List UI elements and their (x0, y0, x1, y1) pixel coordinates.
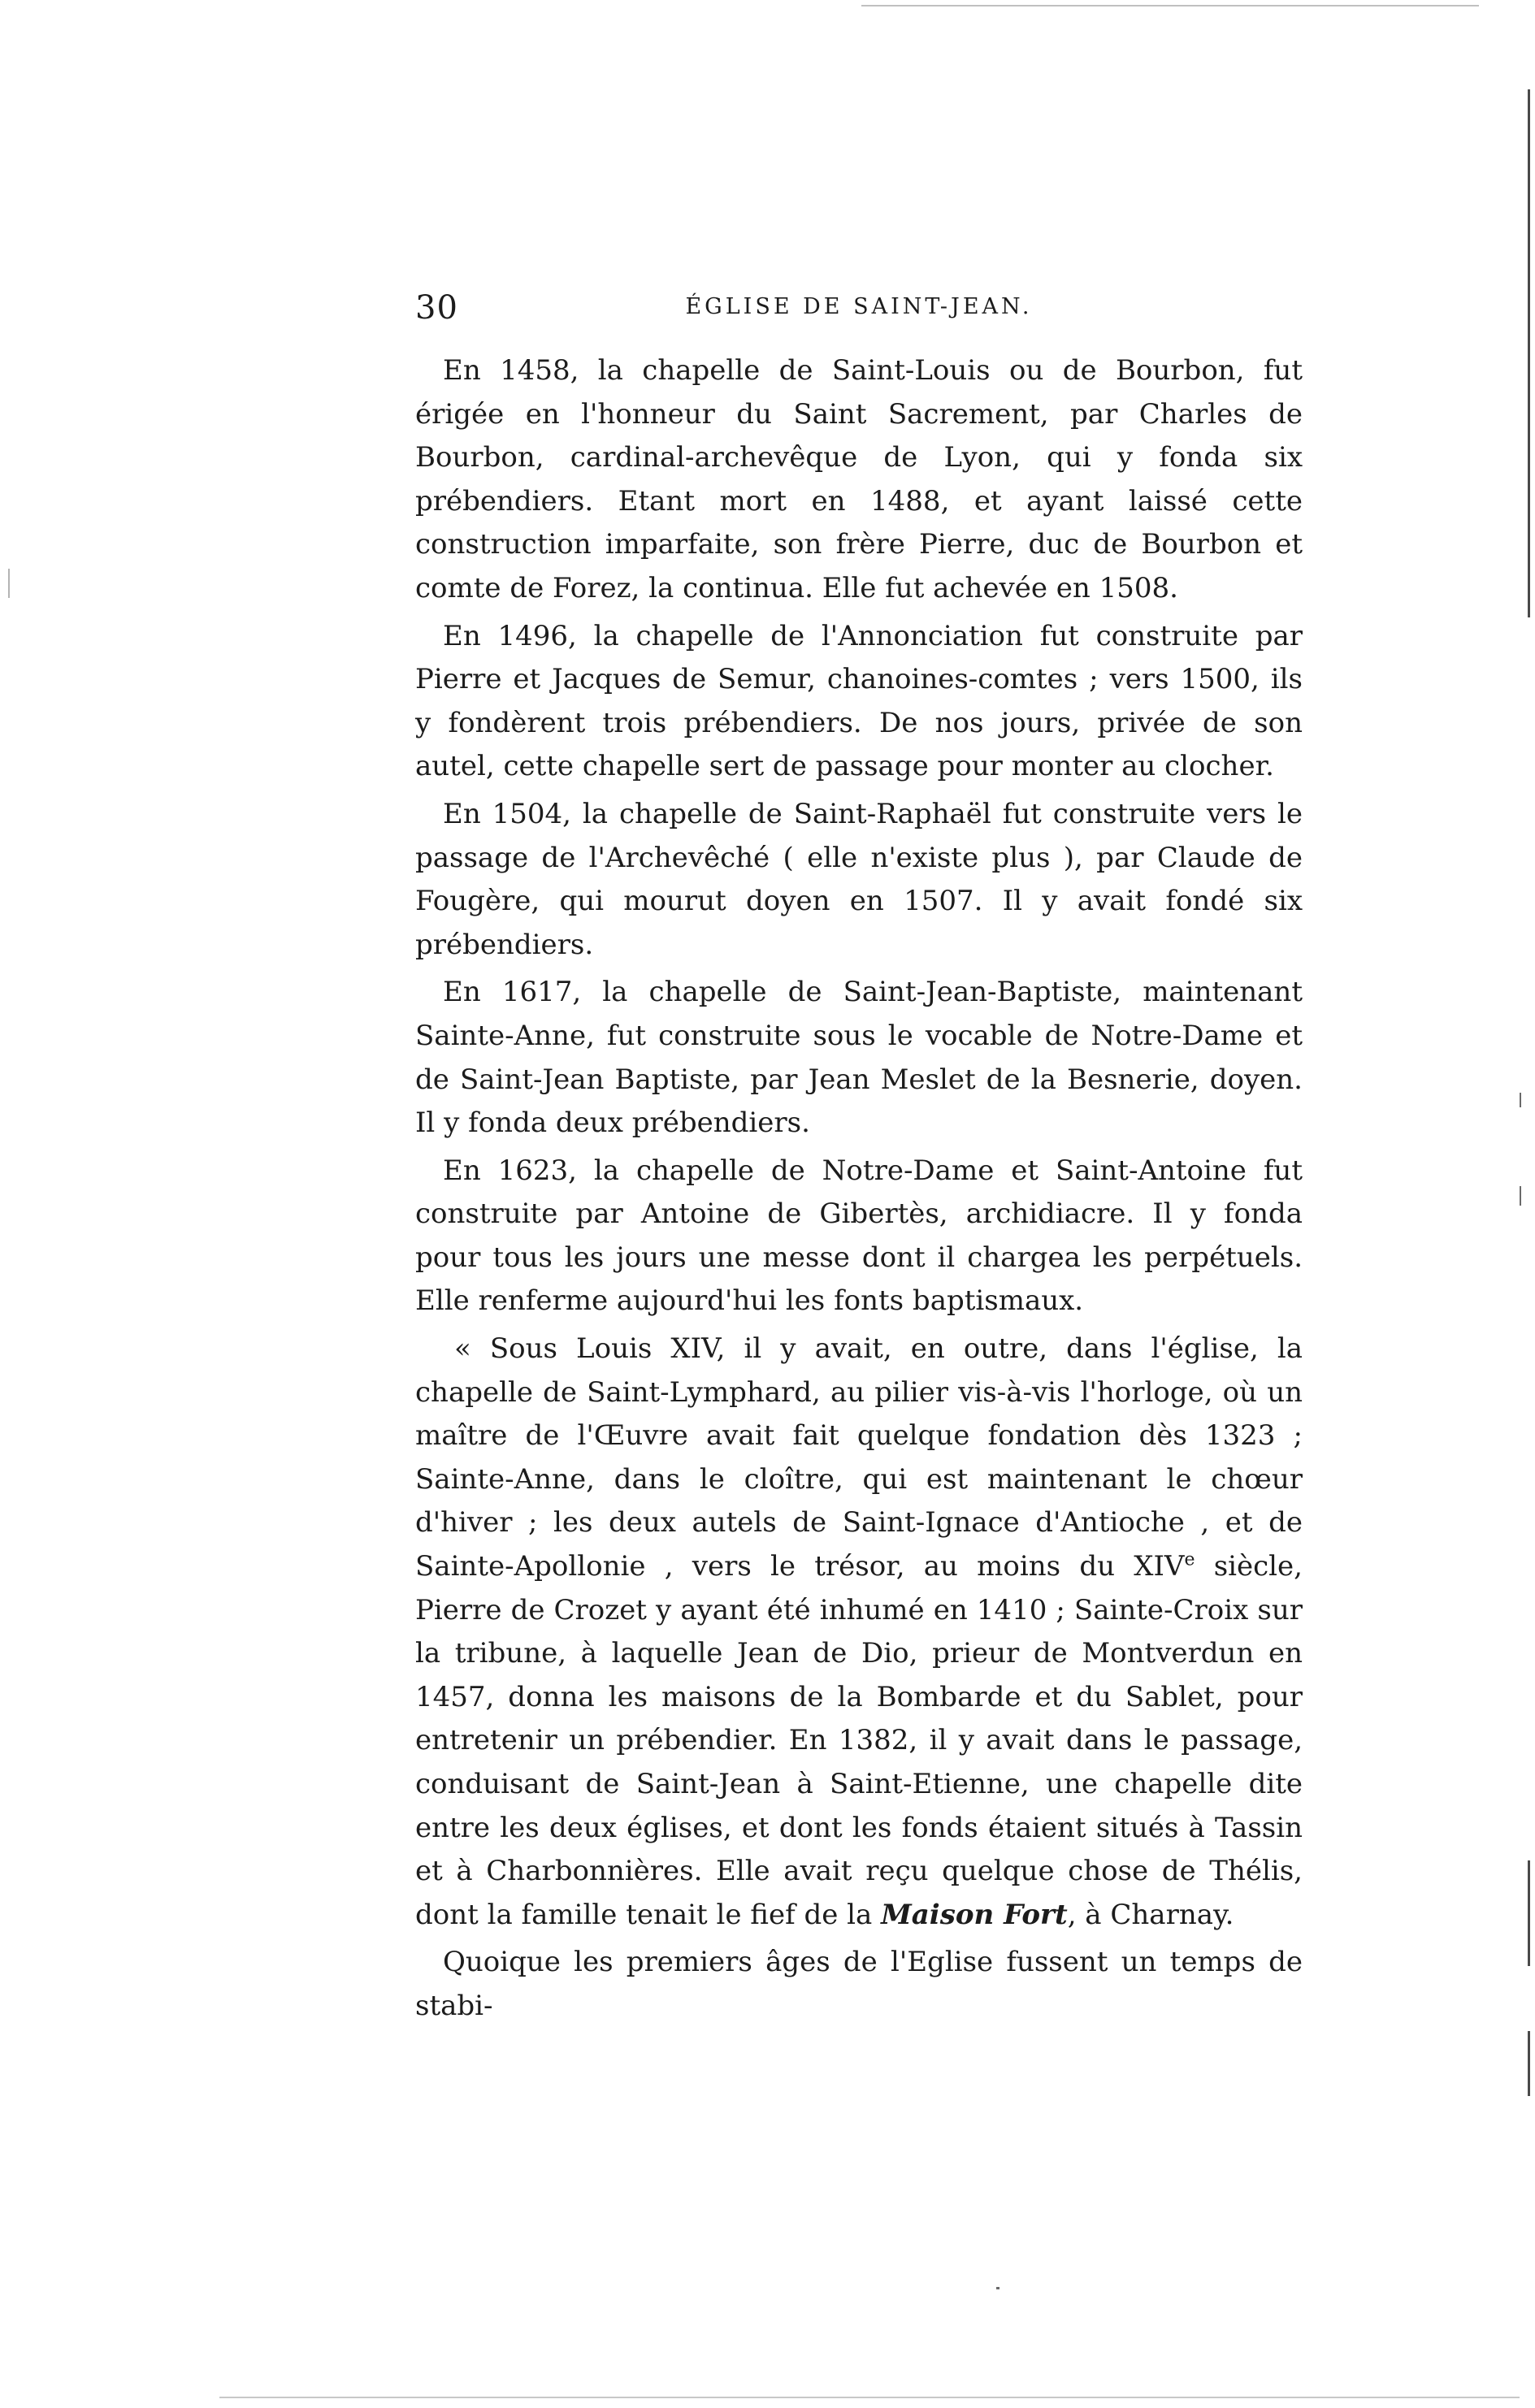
right-margin-mark-1 (1520, 1093, 1521, 1107)
page-header (415, 289, 1303, 330)
century-superscript: e (1184, 1549, 1195, 1570)
running-head: ÉGLISE DE SAINT-JEAN. (685, 294, 1033, 319)
quote-text-start: « Sous Louis XIV, il y avait, en outre, dans l'église, la chapelle de Saint-Lymphard, au pilier vis-à-vis l'horloge, où un maître de l'Œuvre avait fait quelque fondation dès 1323 ; Sainte-Anne, dans le cloître, qui est maintenant le chœur d'hiver ; les deux autels de Saint-Ignace d'Antioche , et de Sainte-Apollonie , vers le trésor, au moins du XIV (415, 1332, 1303, 1583)
body-text (415, 349, 1303, 2033)
paragraph-1496: En 1496, la chapelle de l'Annonciation fut construite par Pierre et Jacques de Semur, chanoines-comtes ; vers 1500, ils y fondèrent trois prébendiers. De nos jours, privée de son autel, cette chapelle sert de passage pour monter au clocher. (415, 619, 1303, 783)
page-dot (996, 2287, 999, 2289)
maison-fort-italic: Maison Fort (881, 1898, 1068, 1931)
paragraph-1617: En 1617, la chapelle de Saint-Jean-Baptiste, maintenant Sainte-Anne, fut construite sous le vocable de Notre-Dame et de Saint-Jean Baptiste, par Jean Meslet de la Besnerie, doyen. Il y fonda deux prébendiers. (415, 976, 1303, 1140)
paragraph-1458: En 1458, la chapelle de Saint-Louis ou de Bourbon, fut érigée en l'honneur du Saint Sacrement, par Charles de Bourbon, cardinal-archevêque de Lyon, qui y fonda six prébendiers. Etant mort en 1488, et ayant laissé cette construction imparfaite, son frère Pierre, duc de Bourbon et comte de Forez, la continua. Elle fut achevée en 1508. (415, 354, 1303, 604)
right-edge-line-lower (1528, 1860, 1530, 1966)
paragraph-1504: En 1504, la chapelle de Saint-Raphaël fut construite vers le passage de l'Archevêché ( elle n'existe plus ), par Claude de Fougère, qui mourut doyen en 1507. Il y avait fondé six prébendiers. (415, 797, 1303, 961)
quote-text-middle: siècle, Pierre de Crozet y ayant été inhumé en 1410 ; Sainte-Croix sur la tribune, à laquelle Jean de Dio, prieur de Montverdun en 1457, donna les maisons de la Bombarde et du Sablet, pour entretenir un prébendier. En 1382, il y avait dans le passage, conduisant de Saint-Jean à Saint-Etienne, une chapelle dite entre les deux églises, et dont les fonds étaient situés à Tassin et à Charbonnières. Elle avait reçu quelque chose de Thélis, dont la famille tenait le fief de la (415, 1550, 1303, 1931)
right-margin-mark-2 (1520, 1186, 1521, 1206)
top-scan-line (861, 5, 1479, 6)
quote-text-end: , à Charnay. (1067, 1898, 1234, 1931)
paragraph-continued: Quoique les premiers âges de l'Eglise fussent un temps de stabi- (415, 1946, 1303, 2022)
left-margin-mark (8, 569, 10, 598)
quoted-paragraph (415, 1327, 1303, 1937)
paragraph-1623: En 1623, la chapelle de Notre-Dame et Saint-Antoine fut construite par Antoine de Gibertès, archidiacre. Il y fonda pour tous les jours une messe dont il chargea les perpétuels. Elle renferme aujourd'hui les fonts baptismaux. (415, 1154, 1303, 1318)
right-edge-line-bottom (1528, 2031, 1530, 2096)
right-edge-line-upper (1528, 89, 1530, 617)
bottom-scan-line (219, 2397, 1520, 2398)
page-number: 30 (415, 289, 458, 327)
